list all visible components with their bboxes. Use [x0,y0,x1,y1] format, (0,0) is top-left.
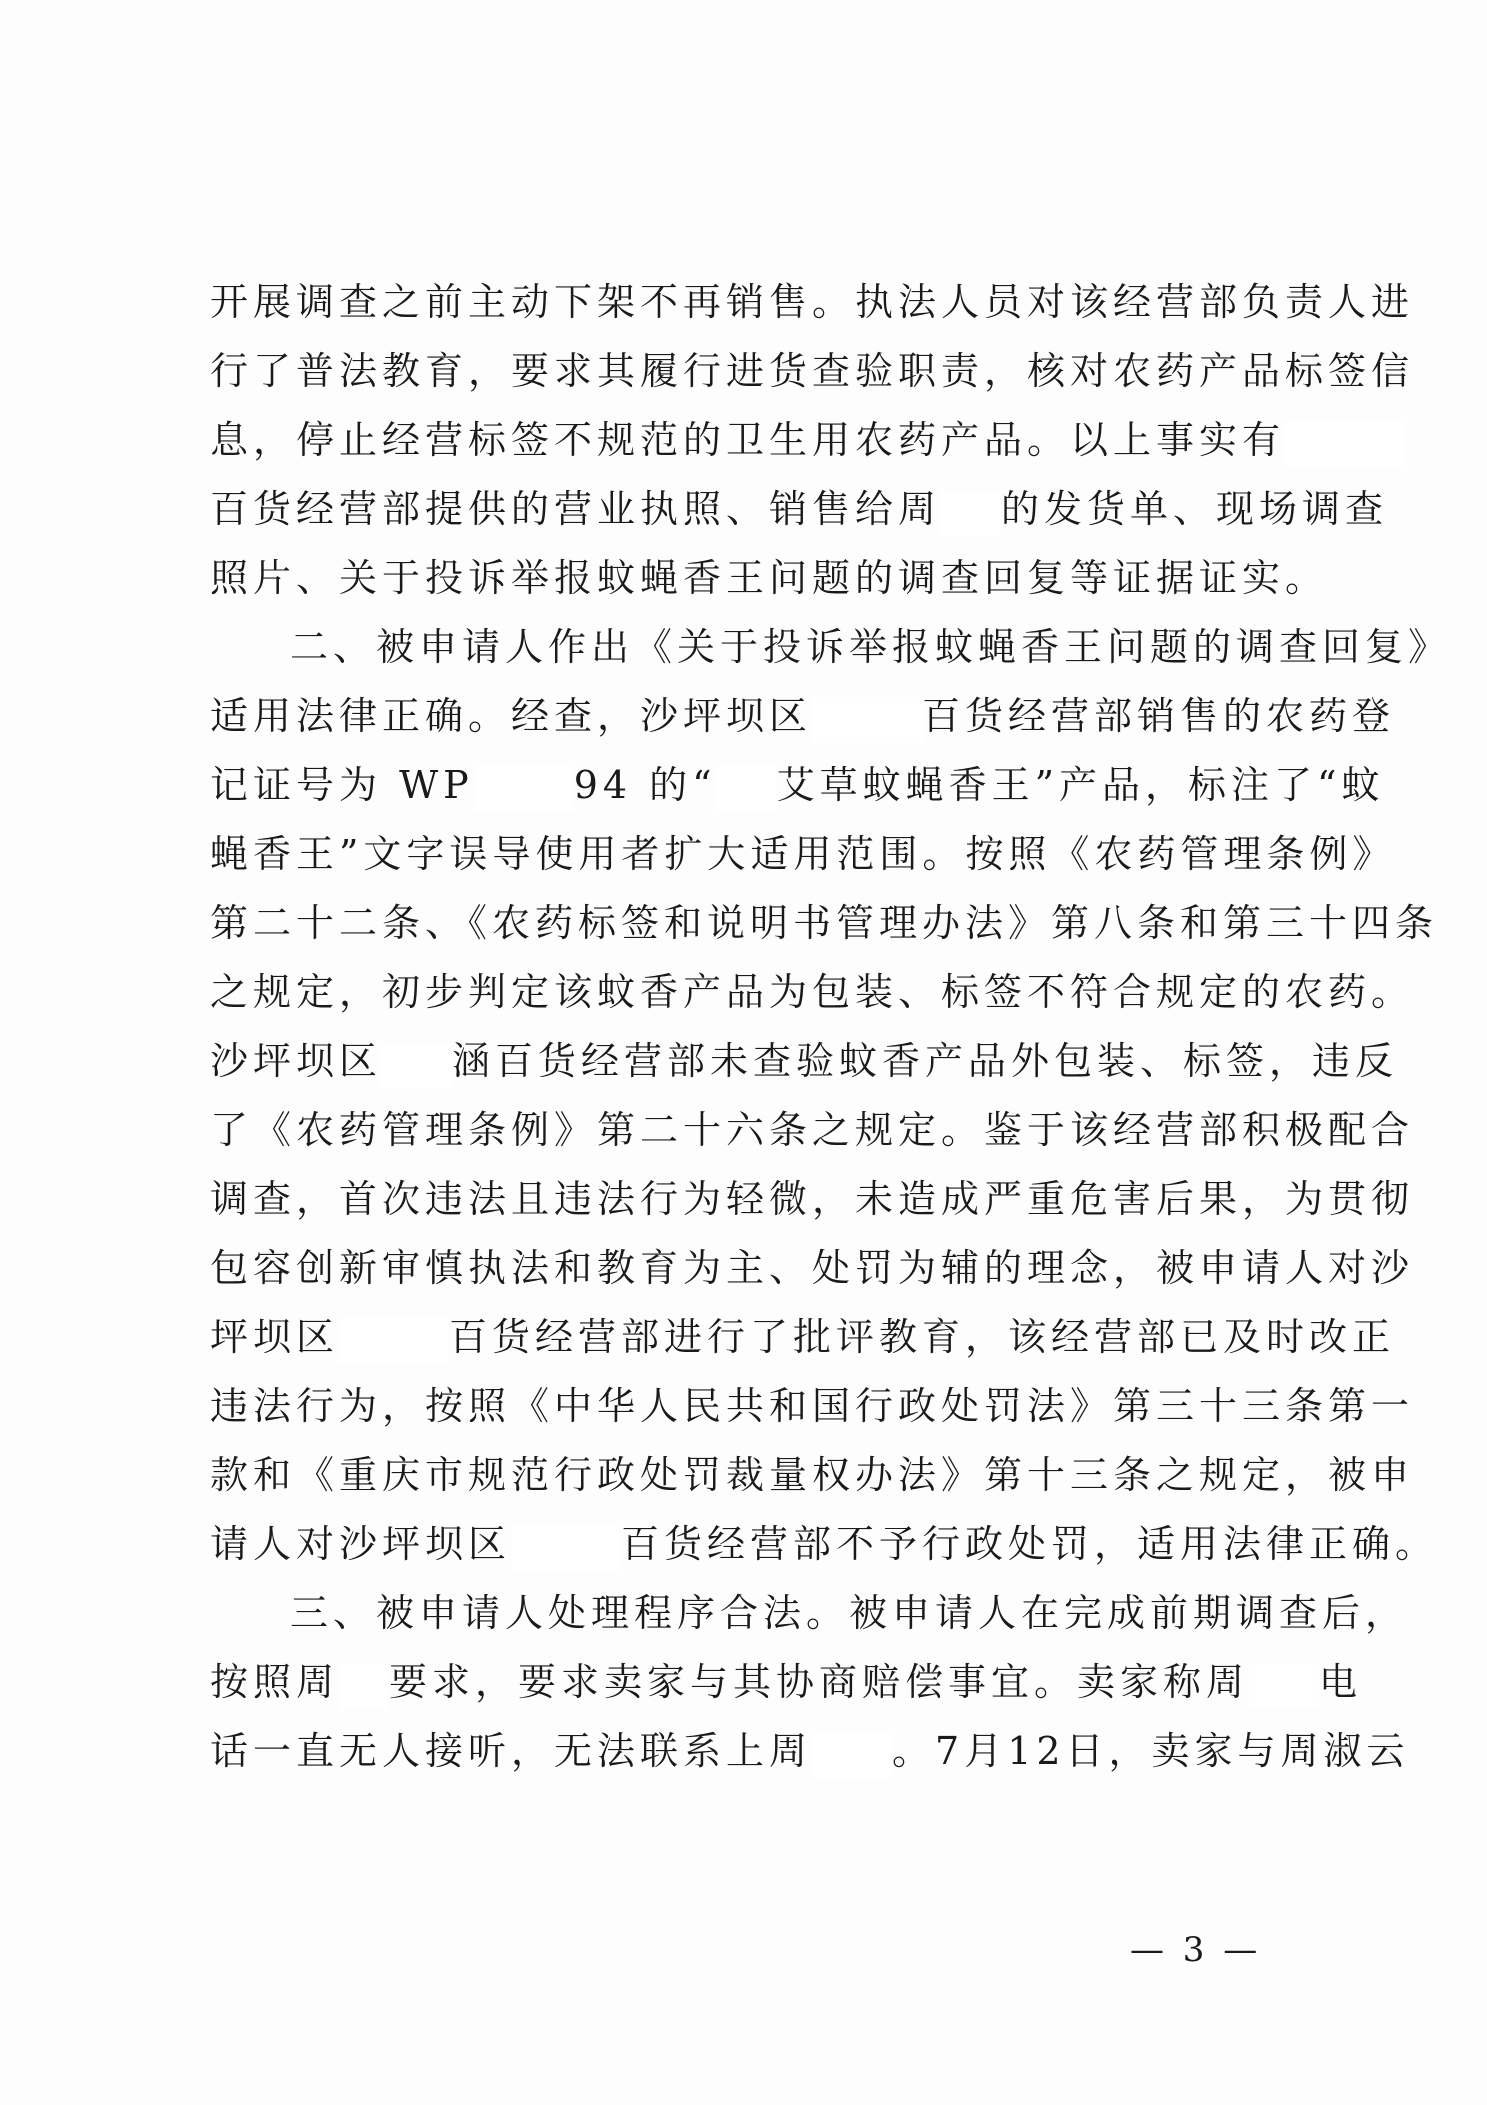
body-text [210,268,1452,1786]
text-line: 按照周 要求，要求卖家与其协商赔偿事宜。卖家称周 电 [210,1648,1330,1717]
text-line: 照片、关于投诉举报蚊蝇香王问题的调查回复等证据证实。 [210,556,1329,600]
page-number: — 3 — [1130,1930,1262,1970]
text-line: 了《农药管理条例》第二十六条之规定。鉴于该经营部积极配合 [210,1108,1415,1152]
text-line: 坪坝区 百货经营部进行了批评教育，该经营部已及时改正 [210,1303,1330,1372]
redaction-block [382,1042,452,1088]
paragraph-start-line: 三、被申请人处理程序合法。被申请人在完成前期调查后， [290,1591,1409,1635]
redaction-block [812,697,922,743]
text-line: 包容创新审慎执法和教育为主、处罚为辅的理念，被申请人对沙 [210,1246,1415,1290]
text-line: 违法行为，按照《中华人民共和国行政处罚法》第三十三条第一 [210,1384,1415,1428]
text-line: 调查，首次违法且违法行为轻微，未造成严重危害后果，为贯彻 [210,1177,1415,1221]
redaction-block [717,766,777,812]
text-line: 适用法律正确。经查，沙坪坝区 百货经营部销售的农药登 [210,682,1330,751]
text-line: 记证号为 WP 94 的“ 艾草蚊蝇香王”产品，标注了“蚊 [210,751,1330,820]
paragraph-start-line: 二、被申请人作出《关于投诉举报蚊蝇香王问题的调查回复》 [290,625,1452,669]
text-line: 第二十二条、《农药标签和说明书管理办法》第八条和第三十四条 [210,901,1439,945]
text-line: 沙坪坝区 涵百货经营部未查验蚊香产品外包装、标签，违反 [210,1027,1330,1096]
text-line: 蝇香王”文字误导使用者扩大适用范围。按照《农药管理条例》 [210,832,1396,876]
redaction-block [339,1663,389,1709]
text-line: 之规定，初步判定该蚊香产品为包装、标签不符合规定的农药。 [210,970,1415,1014]
text-line: 息，停止经营标签不规范的卫生用农药产品。以上事实有 [210,406,1330,475]
text-line: 开展调查之前主动下架不再销售。执法人员对该经营部负责人进 [210,280,1415,324]
redaction-block [339,1318,449,1364]
redaction-block [941,490,1001,536]
text-line: 款和《重庆市规范行政处罚裁量权办法》第十三条之规定，被申 [210,1453,1415,1497]
text-line: 百货经营部提供的营业执照、销售给周 的发货单、现场调查 [210,475,1330,544]
text-line: 行了普法教育，要求其履行进货查验职责，核对农药产品标签信 [210,349,1415,393]
redaction-block [474,766,574,812]
redaction-block [812,1732,892,1778]
redaction-block [511,1525,621,1571]
text-line: 话一直无人接听，无法联系上周 。7月12日，卖家与周淑云 [210,1717,1330,1786]
redaction-block [1249,1663,1319,1709]
redaction-block [1285,421,1405,467]
text-line: 请人对沙坪坝区 百货经营部不予行政处罚，适用法律正确。 [210,1510,1330,1579]
